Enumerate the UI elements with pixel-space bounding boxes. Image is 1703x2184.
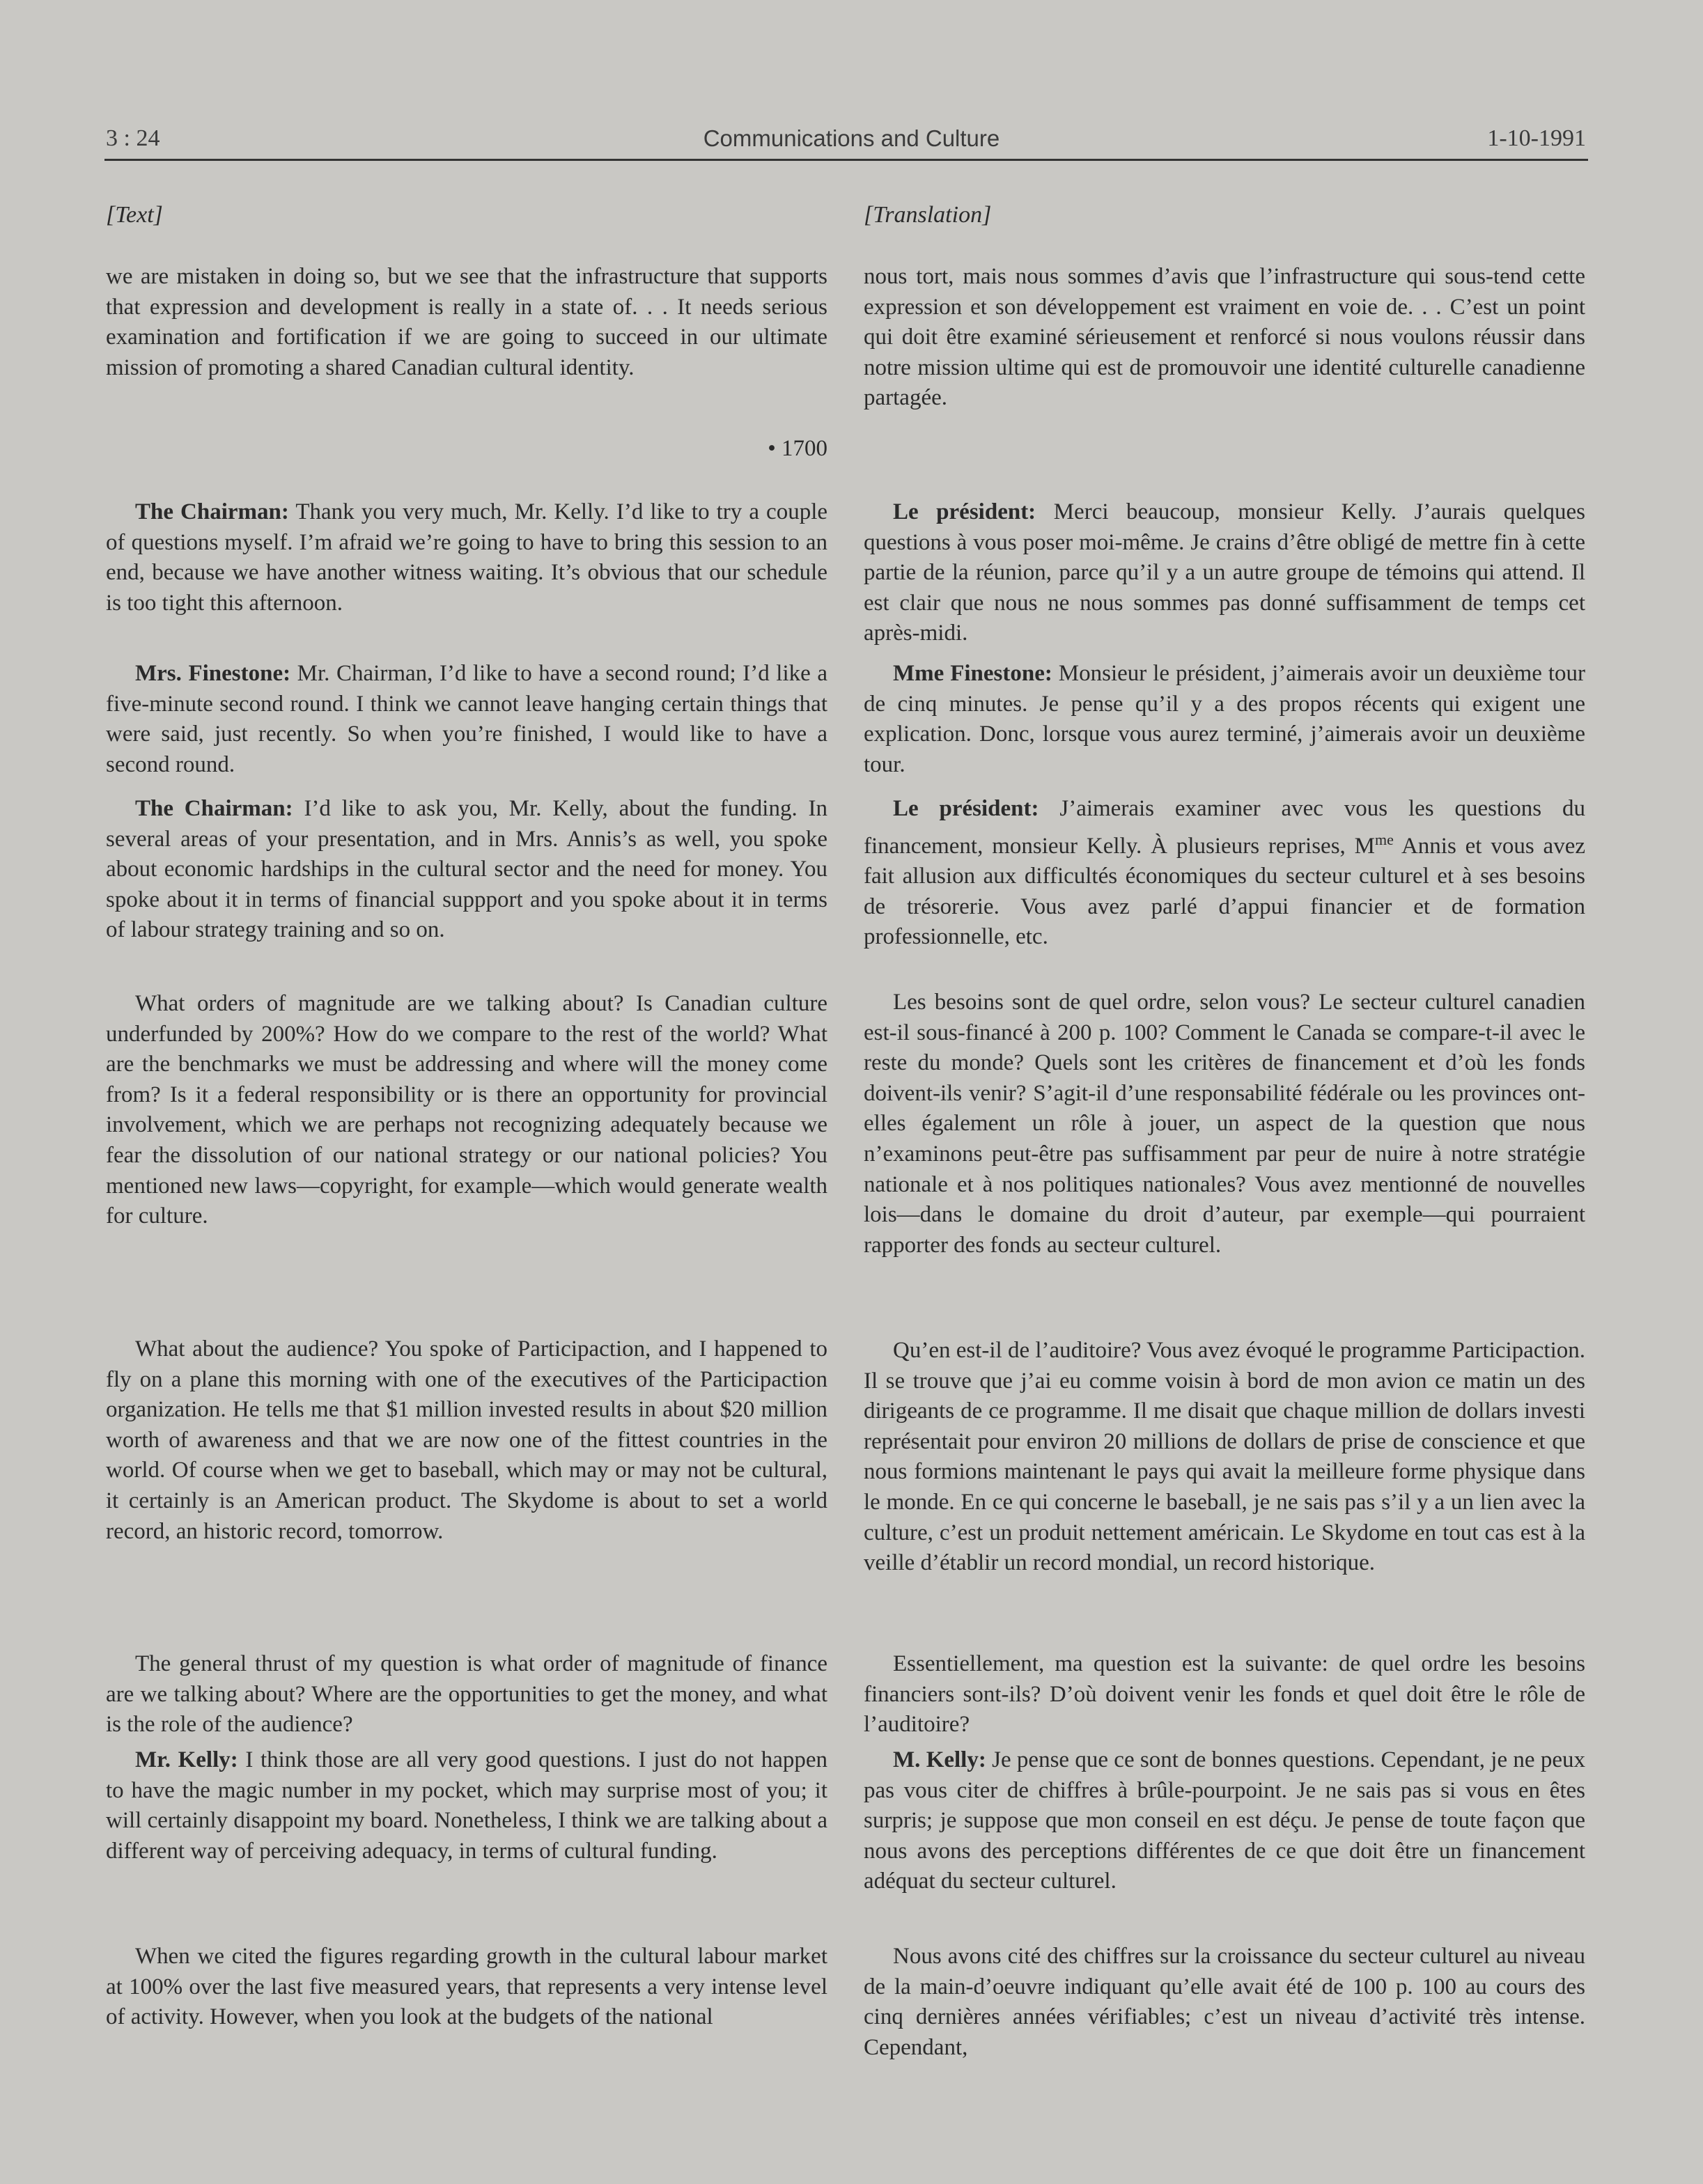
paragraph: Mme Finestone: Monsieur le président, j’aimerais avoir un deuxième tour de cinq minutes. Je pense qu’il y a des propos récents qui exigent une explication. Donc, lorsque vous aurez terminé, j’aimerais avoir un deuxième tour. (864, 661, 1585, 777)
paragraph: M. Kelly: Je pense que ce sont de bonnes questions. Cependant, je ne peux pas vous citer de chiffres à brûle-pourpoint. Je ne sais pas si vous en êtes surpris; je suppose que mon conseil en est déçu. Je pense de toute façon que nous avons des perceptions différentes de ce que doit être un financement adéquat du secteur culturel. (864, 1747, 1585, 1894)
paragraph: What orders of magnitude are we talking about? Is Canadian culture underfunded by 200%? How do we compare to the rest of the world? What are the benchmarks we must be addressing and where will the money come from? Is it a federal responsibility or is there an opportunity for provincial involvement, which we are perhaps not recognizing adequately because we fear the dissolution of our national strategy or our national policies? You mentioned new laws—copyright, for example—which would generate wealth for culture. (106, 991, 827, 1229)
paragraph: Mr. Kelly: I think those are all very good questions. I just do not happen to have the magic number in my pocket, which may surprise most of you; it will certainly disappoint my board. Nonetheless, I think we are talking about a different way of perceiving adequacy, in terms of cultural funding. (106, 1747, 828, 1864)
speaker-name: Mrs. Finestone: (135, 661, 291, 686)
running-title: Communications and Culture (703, 125, 1000, 151)
paragraph: Les besoins sont de quel ordre, selon vous? Le secteur culturel canadien est-il sous-financé à 200 p. 100? Comment le Canada se compare-t-il avec le reste du monde? Quels sont les critères de financement et d’où les fonds doivent-ils venir? S’agit-il d’une responsabilité fédérale ou les provinces ont-elles également un rôle à jouer, un aspect de la question que nous n’examinons peut-être pas suffisamment par peur de nuire à notre stratégie nationale et à nos politiques nationales? Vous avez mentionné de nouvelles lois—dans le domaine du droit d’auteur, par exemple—qui pourraient rapporter des fonds au secteur culturel. (864, 990, 1585, 1258)
superscript: me (1375, 830, 1394, 848)
paragraph: The general thrust of my question is what order of magnitude of finance are we talking about? Where are the opportunities to get the money, and what is the role of the audience? (106, 1651, 827, 1738)
speaker-name: Le président: (893, 499, 1036, 524)
paragraph: Qu’en est-il de l’auditoire? Vous avez évoqué le programme Participaction. Il se trouve que j’ai eu comme voisin à bord de mon avion ce matin un des dirigeants de ce programme. Il me disait que chaque million de dollars investi représentait pour environ 20 millions de dollars de prise de conscience et que nous formions maintenant le pays qui avait la meilleure forme physique dans le monde. En ce qui concerne le baseball, je ne sais pas s’il y a un lien avec la culture, c’est un produit nettement américain. Le Skydome en tout cas est à la veille d’établir un record mondial, un record historique. (864, 1338, 1585, 1576)
paragraph: When we cited the figures regarding growth in the cultural labour market at 100% over the last five measured years, that represents a very intense level of activity. However, when you look at the budgets of the national (106, 1944, 827, 2030)
speaker-name: Mme Finestone: (893, 661, 1052, 686)
paragraph: we are mistaken in doing so, but we see that the infrastructure that supports that expression and development is really in a state of. . . It needs serious examination and fortification if we are going to succeed in our ultimate mission of promoting a shared Canadian cultural identity. (106, 264, 827, 380)
speaker-name: The Chairman: (135, 499, 289, 524)
english-column (106, 202, 828, 2030)
page-number: 3 : 24 (106, 125, 160, 151)
paragraph: The Chairman: Thank you very much, Mr. Kelly. I’d like to try a couple of questions myself. I’m afraid we’re going to have to bring this session to an end, because we have another witness waiting. It’s obvious that our schedule is too tight this afternoon. (106, 499, 828, 616)
translation-label: [Translation] (864, 202, 992, 228)
paragraph: nous tort, mais nous sommes d’avis que l’infrastructure qui sous-tend cette expression et son développement est vraiment en voie de. . . C’est un point qui doit être examiné sérieusement et renforcé si nous voulons réussir dans notre mission ultime qui est de promouvoir une identité culturelle canadienne partagée. (864, 264, 1585, 411)
speaker-name: M. Kelly: (893, 1747, 986, 1772)
text-label: [Text] (106, 202, 163, 228)
sitting-date: 1-10-1991 (1487, 125, 1586, 151)
time-marker: • 1700 (768, 436, 827, 461)
french-column (864, 202, 1586, 2060)
paragraph: What about the audience? You spoke of Participaction, and I happened to fly on a plane this morning with one of the executives of the Participaction organization. He tells me that $1 million invested results in about $20 million worth of awareness and that we are now one of the fittest countries in the world. Of course when we get to baseball, which may or may not be cultural, it certainly is an American product. The Skydome is about to set a world record, an historic record, tomorrow. (106, 1336, 827, 1544)
paragraph: Nous avons cité des chiffres sur la croissance du secteur culturel au niveau de la main-d’oeuvre indiquant qu’elle avait été de 100 p. 100 au cours des cinq dernières années vérifiables; c’est un niveau d’activité très intense. Cependant, (864, 1944, 1585, 2060)
paragraph: The Chairman: I’d like to ask you, Mr. Kelly, about the funding. In several areas of your presentation, and in Mrs. Annis’s as well, you spoke about economic hardships in the cultural sector and the need for money. You spoke about it in terms of financial suppport and you spoke about it in terms of labour strategy training and so on. (106, 796, 827, 943)
header-rule (104, 159, 1588, 161)
speaker-name: The Chairman: (135, 796, 293, 821)
paragraph: Essentiellement, ma question est la suivante: de quel ordre les besoins financiers sont-ils? D’où doivent venir les fonds et quel doit être le rôle de l’auditoire? (864, 1651, 1585, 1738)
paragraph: Mrs. Finestone: Mr. Chairman, I’d like to have a second round; I’d like a five-minute second round. I think we cannot leave hanging certain things that were said, just recently. So when you’re finished, I would like to have a second round. (106, 661, 827, 777)
paragraph: Le président: Merci beaucoup, monsieur Kelly. J’aurais quelques questions à vous poser moi-même. Je crains d’être obligé de mettre fin à cette partie de la réunion, parce qu’il y a un autre groupe de témoins qui attend. Il est clair que nous ne nous sommes pas donné suffisamment de temps cet après-midi. (864, 499, 1586, 646)
speaker-name: Mr. Kelly: (135, 1747, 238, 1772)
paragraph: Le président: J’aimerais examiner avec vous les questions du financement, monsieur Kelly. À plusieurs reprises, $M^{me}$ Annis et vous avez fait allusion aux difficultés économiques du secteur culturel et à ses besoins de trésorerie. Vous avez parlé d’appui financier et de formation professionnelle, etc. (864, 796, 1585, 950)
speaker-name: Le président: (893, 796, 1039, 821)
